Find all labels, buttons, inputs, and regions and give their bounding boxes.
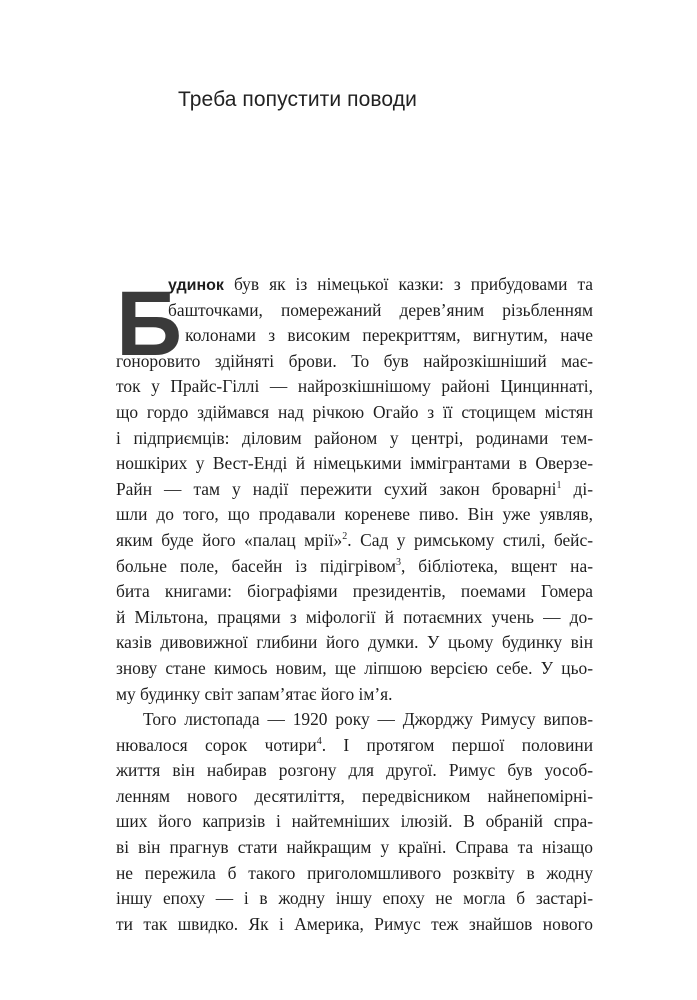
text-line: ти так швидко. Як і Америка, Римус теж знайшов нового [116, 913, 593, 934]
text-fragment: ді- [561, 478, 593, 499]
text-line [116, 528, 593, 554]
text-line: ших його капризів і найтемніших ілюзій. В обраній спра- [116, 811, 593, 832]
text-line: му будинку світ запам’ятає його ім’я. [116, 683, 393, 704]
text-line: казів дивовижної глибини його думки. У цьому будинку він [116, 632, 593, 653]
text-fragment: Райн — там у надії пережити сухий закон броварні [116, 478, 557, 499]
text-line: не пережила б такого приголомшливого розквіту в жодну [116, 862, 593, 883]
text-line: гоноровито здійняті брови. То був найрозкішніший має- [116, 350, 593, 371]
text-fragment: був як із німецької казки: з прибудовами та [223, 274, 593, 294]
text-line: іншу епоху — і в жодну іншу епоху не могла б застарі- [116, 888, 593, 909]
footnote-mark: 1 [556, 479, 562, 491]
text-line: життя він набирав розгону для другої. Римус був уособ- [116, 760, 593, 781]
text-fragment: . І протягом першої половини [321, 734, 593, 755]
lead-word: удинок [168, 277, 224, 294]
drop-cap: Б [116, 273, 183, 375]
text-line: що гордо здіймався над річкою Огайо з її стоцищем містян [116, 401, 593, 422]
text-line: ві він прагнув стати найкращим у країні. Справа та нізащо [116, 837, 593, 858]
text-line: ношкірих у Вест-Енді й німецькими іммігрантами в Оверзе- [116, 453, 593, 474]
text-line: і підприємців: діловим районом у центрі, родинами тем- [116, 427, 593, 448]
text-line: знову стане кимось новим, ще ліпшою версією себе. У цьо- [116, 657, 593, 678]
text-line [116, 733, 593, 759]
footnote-mark: 3 [395, 556, 401, 568]
text-fragment: больне поле, басейн із підігрівом [116, 555, 396, 576]
text-fragment: нювалося сорок чотири [116, 734, 317, 755]
chapter-title: Треба попустити поводи [178, 88, 417, 111]
text-line: бита книгами: біографіями президентів, поемами Гомера [116, 581, 593, 602]
text-line: ток у Прайс-Гіллі — найрозкішнішому районі Цинциннаті, [116, 376, 593, 397]
text-fragment: . Сад у римському стилі, бейс- [347, 529, 593, 550]
text-fragment: , бібліотека, вщент на- [400, 555, 593, 576]
text-fragment: яким буде його «палац мрії» [116, 529, 343, 550]
footnote-mark: 4 [316, 735, 322, 747]
text-line [116, 477, 593, 503]
body-text [116, 272, 593, 937]
text-line: башточками, помережаний дерев’яним різьбленням [168, 299, 593, 320]
text-line: ленням нового десятиліття, передвісником найнепомірні- [116, 785, 593, 806]
text-line: шли до того, що продавали кореневе пиво. Він уже уявляв, [116, 504, 593, 525]
text-line [116, 554, 593, 580]
text-line: Того листопада — 1920 року — Джорджу Римусу випов- [143, 709, 593, 730]
text-line [116, 272, 593, 298]
text-line: й Мільтона, працями з міфології й потаємних учень — до- [116, 606, 593, 627]
text-line: і колонами з високим перекриттям, вигнутим, наче [168, 325, 593, 346]
footnote-mark: 2 [342, 531, 348, 543]
